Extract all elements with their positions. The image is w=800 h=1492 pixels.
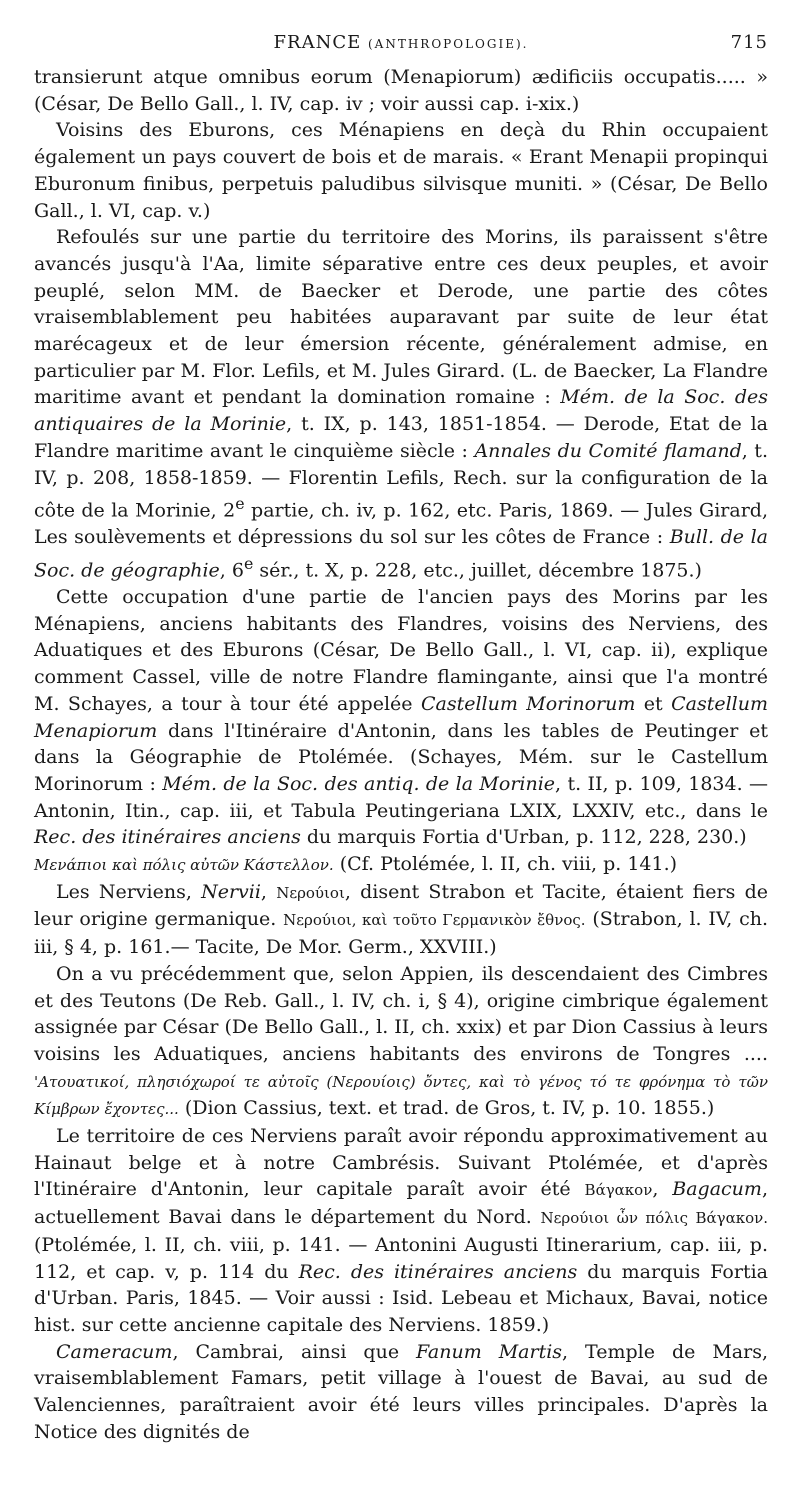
header-title: FRANCE <box>273 32 362 53</box>
paragraph-4: Cette occupation d'une partie de l'ancien pays des Morins par les Ménapiens, anciens habitants des Flandres, voisins des Nerviens, des Aduatiques et des Eburons (César, De Bello Gall., l. VI, cap. ii), explique comment Cassel, ville de notre Flandre flamingante, ainsi que l'a montré M. Schayes, a tour à tour été appelée Castellum Morinorum et Castellum Menapiorum dans l'Itinéraire d'Antonin, dans les tables de Peutinger et dans la Géographie de Ptolémée. (Schayes, Mém. sur le Castellum Morinorum : Mém. de la Soc. des antiq. de la Morinie, t. II, p. 109, 1834. — Antonin, Itin., cap. iii, et Tabula Peutingeriana LXIX, LXXIV, etc., dans le Rec. des itinéraires anciens du marquis Fortia d'Urban, p. 112, 228, 230.) <box>34 586 769 849</box>
paragraph-2: Voisins des Eburons, ces Ménapiens en deçà du Rhin occupaient également un pays couvert de bois et de marais. « Erant Menapii propinqui Eburonum finibus, perpetuis paludibus silvisque muniti. » (César, De Bello Gall., l. VI, cap. v.) <box>34 119 768 222</box>
paragraph-1: transierunt atque omnibus eorum (Menapiorum) ædificiis occupatis..... » (César, De Bello Gall., l. IV, cap. iv ; voir aussi cap. i-xix.) <box>34 66 768 115</box>
running-head-title <box>274 30 529 58</box>
paragraph-8: Le territoire de ces Nerviens paraît avoir répondu approximativement au Hainaut belge et à notre Cambrésis. Suivant Ptolémée, et d'après l'Itinéraire d'Antonin, leur capitale paraît avoir été Βάγακον, Bagacum, actuellement Bavai dans le département du Nord. Νερούιοι ὧν πόλις Βάγακον. (Ptolémée, l. II, ch. viii, p. 141. — Antonini Augusti Itinerarium, cap. iii, p. 112, et cap. v, p. 114 du Rec. des itinéraires anciens du marquis Fortia d'Urban. Paris, 1845. — Voir aussi : Isid. Lebeau et Michaux, Bavai, notice hist. sur cette ancienne capitale des Nerviens. 1859.) <box>34 1125 769 1336</box>
header-subtitle: (ANTHROPOLOGIE). <box>367 37 529 51</box>
paragraph-9: Cameracum, Cambrai, ainsi que Fanum Martis, Temple de Mars, vraisemblablement Famars, petit village à l'ouest de Bavai, au sud de Valenciennes, paraîtraient avoir été leurs villes principales. D'après la Notice des dignités de <box>34 1340 768 1443</box>
page-number: 715 <box>730 32 768 53</box>
page-body <box>34 64 768 1446</box>
paragraph-5: Μενάπιοι καὶ πόλις αὐτῶν Κάστελλον. (Cf. Ptolémée, l. II, ch. viii, p. 141.) <box>34 853 678 876</box>
paragraph-3: Refoulés sur une partie du territoire des Morins, ils paraissent s'être avancés jusqu'à l'Aa, limite séparative entre ces deux peuples, et avoir peuplé, selon MM. de Baecker et Derode, une partie des côtes vraisemblablement peu habitées auparavant par suite de leur état marécageux et de leur émersion récente, généralement admise, en particulier par M. Flor. Lefils, et M. Jules Girard. (L. de Baecker, La Flandre maritime avant et pendant la domination romaine : Mém. de la Soc. des antiquaires de la Morinie, t. IX, p. 143, 1851-1854. — Derode, Etat de la Flandre maritime avant le cinquième siècle : Annales du Comité flamand, t. IV, p. 208, 1858-1859. — Florentin Lefils, Rech. sur la configuration de la côte de la Morinie, 2e partie, ch. iv, p. 162, etc. Paris, 1869. — Jules Girard, Les soulèvements et dépressions du sol sur les côtes de France : Bull. de la Soc. de géographie, 6e sér., t. X, p. 228, etc., juillet, décembre 1875.) <box>34 226 769 582</box>
paragraph-6: Les Nerviens, Nervii, Νερούιοι, disent Strabon et Tacite, étaient fiers de leur origine germanique. Νερούιοι, καὶ τοῦτο Γερμανικὸν ἔθνος. (Strabon, l. IV, ch. iii, § 4, p. 161.— Tacite, De Mor. Germ., XXVIII.) <box>34 880 768 959</box>
paragraph-7: On a vu précédemment que, selon Appien, ils descendaient des Cimbres et des Teutons (De Reb. Gall., l. IV, ch. i, § 4), origine cimbrique également assignée par César (De Bello Gall., l. II, ch. xxix) et par Dion Cassius à leurs voisins les Aduatiques, anciens habitants des environs de Tongres .... 'Ατουατικοί, πλησιόχωροί τε αὐτοῖς (Νερουίοις) ὄντες, καὶ τὸ γένος τό τε φρόνημα τὸ τῶν Κίμβρων ἔχοντες... (Dion Cassius, text. et trad. de Gros, t. IV, p. 10. 1855.) <box>34 962 768 1120</box>
running-head <box>34 30 768 64</box>
